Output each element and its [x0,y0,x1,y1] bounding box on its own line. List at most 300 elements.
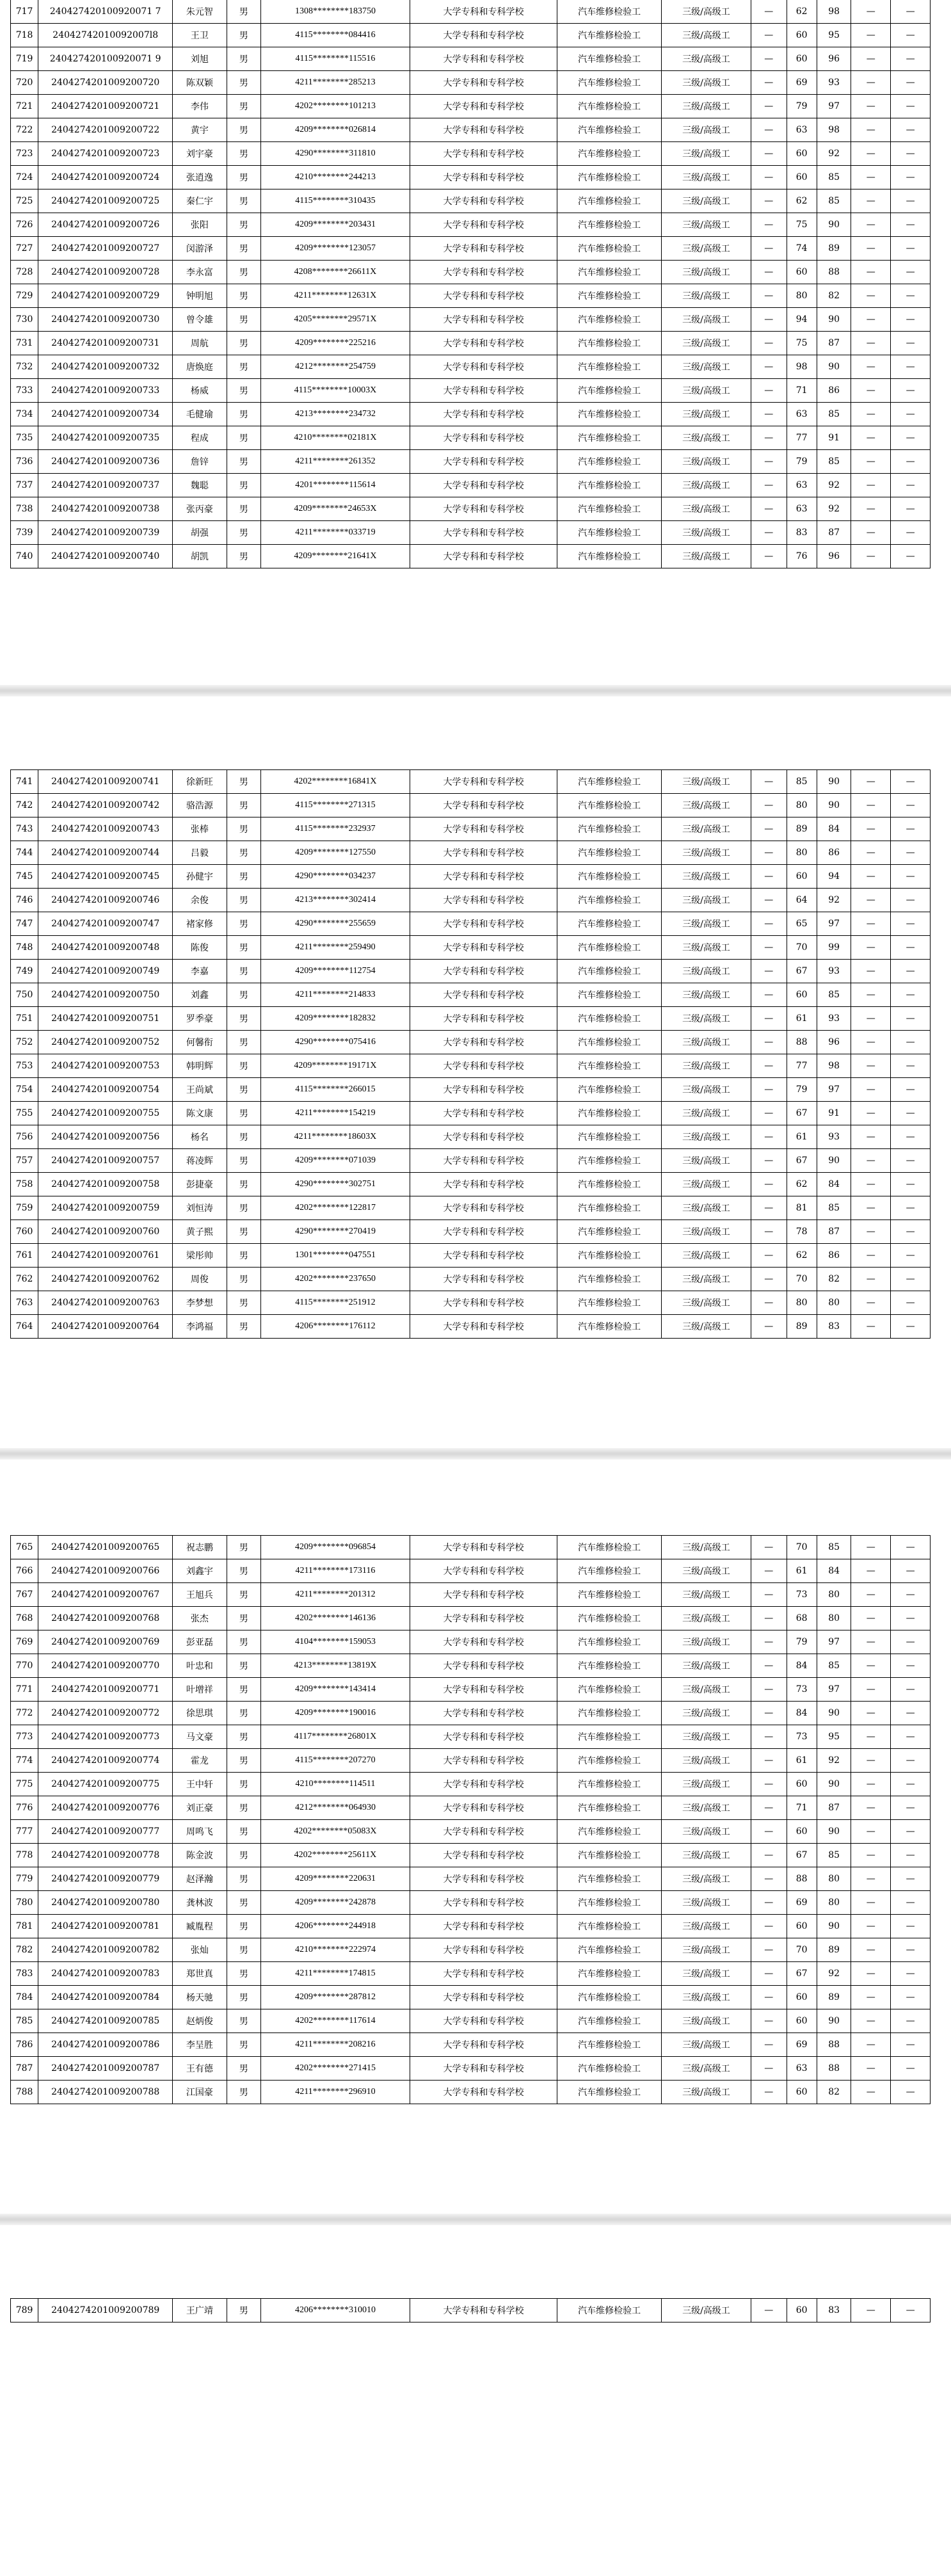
dash-cell: — [891,261,931,284]
occupation-cell: 汽车维修检验工 [557,474,662,497]
dash-cell: — [891,1773,931,1796]
table-row [11,95,931,118]
skill-score-cell: 92 [817,497,851,521]
table-row [11,1820,931,1844]
cert-no-cell: 2404274201009200762 [38,1268,173,1291]
dash-cell: — [751,2033,787,2057]
dash-cell: — [851,936,891,960]
gender-cell: 男 [227,770,261,794]
level-cell: 三级/高级工 [661,1938,751,1962]
dash-cell: — [851,1773,891,1796]
seq-cell: 782 [11,1938,38,1962]
level-cell: 三级/高级工 [661,1630,751,1654]
occupation-cell: 汽车维修检验工 [557,1559,662,1583]
occupation-cell: 汽车维修检验工 [557,1986,662,2009]
skill-score-cell: 90 [817,2009,851,2033]
dash-cell: — [851,1559,891,1583]
id-number-cell: 4210********02181X [261,426,410,450]
cert-no-cell: 240427420100920071 9 [38,47,173,71]
name-cell: 罗季豪 [173,1007,227,1031]
cert-no-cell: 2404274201009200771 [38,1678,173,1702]
dash-cell: — [891,1891,931,1915]
table-row [11,1102,931,1125]
id-number-cell: 4211********296910 [261,2081,410,2104]
dash-cell: — [851,1536,891,1559]
seq-cell: 744 [11,841,38,865]
level-cell: 三级/高级工 [661,1796,751,1820]
gender-cell: 男 [227,1031,261,1054]
dash-cell: — [891,912,931,936]
skill-score-cell: 87 [817,332,851,355]
school-cell: 大学专科和专科学校 [410,189,557,213]
dash-cell: — [851,1291,891,1315]
level-cell: 三级/高级工 [661,1867,751,1891]
dash-cell: — [851,1078,891,1102]
level-cell: 三级/高级工 [661,1820,751,1844]
dash-cell: — [751,912,787,936]
table-row [11,1938,931,1962]
cert-no-cell: 2404274201009200764 [38,1315,173,1339]
name-cell: 王有德 [173,2057,227,2081]
dash-cell: — [851,1149,891,1173]
school-cell: 大学专科和专科学校 [410,24,557,47]
dash-cell: — [851,1007,891,1031]
school-cell: 大学专科和专科学校 [410,1244,557,1268]
level-cell: 三级/高级工 [661,1125,751,1149]
level-cell: 三级/高级工 [661,237,751,261]
table-row [11,1654,931,1678]
dash-cell: — [891,497,931,521]
cert-no-cell: 2404274201009200724 [38,166,173,189]
id-number-cell: 4290********302751 [261,1173,410,1196]
dash-cell: — [751,1986,787,2009]
dash-cell: — [891,1536,931,1559]
id-number-cell: 4206********176112 [261,1315,410,1339]
seq-cell: 772 [11,1702,38,1725]
level-cell: 三级/高级工 [661,936,751,960]
cert-no-cell: 2404274201009200737 [38,474,173,497]
table-row [11,2299,931,2322]
gender-cell: 男 [227,1559,261,1583]
theory-score-cell: 71 [787,1796,817,1820]
dash-cell: — [851,450,891,474]
cert-no-cell: 2404274201009200776 [38,1796,173,1820]
school-cell: 大学专科和专科学校 [410,1702,557,1725]
name-cell: 徐新旺 [173,770,227,794]
level-cell: 三级/高级工 [661,1291,751,1315]
dash-cell: — [751,1844,787,1867]
table-row [11,237,931,261]
dash-cell: — [851,2081,891,2104]
dash-cell: — [751,1583,787,1607]
school-cell: 大学专科和专科学校 [410,474,557,497]
occupation-cell: 汽车维修检验工 [557,95,662,118]
occupation-cell: 汽车维修检验工 [557,1607,662,1630]
table-row [11,841,931,865]
seq-cell: 725 [11,189,38,213]
table-row [11,1867,931,1891]
skill-score-cell: 85 [817,1844,851,1867]
skill-score-cell: 98 [817,118,851,142]
theory-score-cell: 69 [787,2033,817,2057]
gender-cell: 男 [227,118,261,142]
gender-cell: 男 [227,521,261,545]
cert-no-cell: 2404274201009200726 [38,213,173,237]
dash-cell: — [851,213,891,237]
id-number-cell: 1308********183750 [261,0,410,24]
school-cell: 大学专科和专科学校 [410,1986,557,2009]
dash-cell: — [751,794,787,817]
occupation-cell: 汽车维修检验工 [557,1078,662,1102]
name-cell: 李鸿福 [173,1315,227,1339]
dash-cell: — [851,1986,891,2009]
name-cell: 李梦想 [173,1291,227,1315]
gender-cell: 男 [227,403,261,426]
dash-cell: — [891,1031,931,1054]
dash-cell: — [851,166,891,189]
gender-cell: 男 [227,2033,261,2057]
seq-cell: 778 [11,1844,38,1867]
id-number-cell: 4211********18603X [261,1125,410,1149]
seq-cell: 735 [11,426,38,450]
theory-score-cell: 68 [787,1607,817,1630]
cert-no-cell: 2404274201009200777 [38,1820,173,1844]
name-cell: 叶增祥 [173,1678,227,1702]
skill-score-cell: 90 [817,213,851,237]
skill-score-cell: 80 [817,1867,851,1891]
theory-score-cell: 60 [787,865,817,889]
dash-cell: — [891,1820,931,1844]
gender-cell: 男 [227,308,261,332]
name-cell: 闵游泽 [173,237,227,261]
table-row [11,355,931,379]
id-number-cell: 4209********203431 [261,213,410,237]
name-cell: 张丙豪 [173,497,227,521]
dash-cell: — [891,1630,931,1654]
dash-cell: — [851,474,891,497]
cert-no-cell: 2404274201009200775 [38,1773,173,1796]
name-cell: 周俊 [173,1268,227,1291]
level-cell: 三级/高级工 [661,284,751,308]
dash-cell: — [891,1844,931,1867]
table-row [11,332,931,355]
school-cell: 大学专科和专科学校 [410,1796,557,1820]
gender-cell: 男 [227,95,261,118]
dash-cell: — [751,2299,787,2322]
theory-score-cell: 83 [787,521,817,545]
dash-cell: — [891,545,931,568]
school-cell: 大学专科和专科学校 [410,2033,557,2057]
table-row [11,1749,931,1773]
dash-cell: — [851,0,891,24]
dash-cell: — [851,1244,891,1268]
cert-no-cell: 2404274201009200784 [38,1986,173,2009]
cert-no-cell: 2404274201009200752 [38,1031,173,1054]
cert-no-cell: 2404274201009200765 [38,1536,173,1559]
seq-cell: 749 [11,960,38,983]
school-cell: 大学专科和专科学校 [410,426,557,450]
seq-cell: 764 [11,1315,38,1339]
cert-no-cell: 2404274201009200744 [38,841,173,865]
name-cell: 余俊 [173,889,227,912]
dash-cell: — [851,95,891,118]
school-cell: 大学专科和专科学校 [410,841,557,865]
level-cell: 三级/高级工 [661,1536,751,1559]
theory-score-cell: 78 [787,1220,817,1244]
skill-score-cell: 90 [817,308,851,332]
dash-cell: — [891,166,931,189]
table-row [11,794,931,817]
name-cell: 骆浩源 [173,794,227,817]
cert-no-cell: 2404274201009200728 [38,261,173,284]
dash-cell: — [851,189,891,213]
seq-cell: 739 [11,521,38,545]
dash-cell: — [891,1291,931,1315]
school-cell: 大学专科和专科学校 [410,794,557,817]
level-cell: 三级/高级工 [661,983,751,1007]
dash-cell: — [891,1986,931,2009]
dash-cell: — [751,497,787,521]
dash-cell: — [751,770,787,794]
skill-score-cell: 93 [817,71,851,95]
id-number-cell: 4211********285213 [261,71,410,95]
occupation-cell: 汽车维修检验工 [557,1031,662,1054]
cert-no-cell: 2404274201009200748 [38,936,173,960]
dash-cell: — [891,355,931,379]
cert-no-cell: 2404274201009200787 [38,2057,173,2081]
occupation-cell: 汽车维修检验工 [557,403,662,426]
occupation-cell: 汽车维修检验工 [557,450,662,474]
school-cell: 大学专科和专科学校 [410,261,557,284]
gender-cell: 男 [227,1268,261,1291]
dash-cell: — [891,1054,931,1078]
level-cell: 三级/高级工 [661,1078,751,1102]
theory-score-cell: 81 [787,1196,817,1220]
school-cell: 大学专科和专科学校 [410,1220,557,1244]
gender-cell: 男 [227,355,261,379]
cert-no-cell: 2404274201009200740 [38,545,173,568]
dash-cell: — [851,1102,891,1125]
theory-score-cell: 76 [787,545,817,568]
gender-cell: 男 [227,1938,261,1962]
gender-cell: 男 [227,889,261,912]
gender-cell: 男 [227,960,261,983]
table-row [11,1149,931,1173]
school-cell: 大学专科和专科学校 [410,1031,557,1054]
name-cell: 马文豪 [173,1725,227,1749]
occupation-cell: 汽车维修检验工 [557,1173,662,1196]
seq-cell: 766 [11,1559,38,1583]
dash-cell: — [751,1654,787,1678]
level-cell: 三级/高级工 [661,1054,751,1078]
cert-no-cell: 2404274201009200750 [38,983,173,1007]
skill-score-cell: 89 [817,1938,851,1962]
gender-cell: 男 [227,2081,261,2104]
occupation-cell: 汽车维修检验工 [557,2299,662,2322]
results-table [10,2298,931,2322]
theory-score-cell: 60 [787,166,817,189]
seq-cell: 734 [11,403,38,426]
dash-cell: — [891,1149,931,1173]
theory-score-cell: 85 [787,770,817,794]
cert-no-cell: 2404274201009200736 [38,450,173,474]
occupation-cell: 汽车维修检验工 [557,261,662,284]
theory-score-cell: 69 [787,71,817,95]
level-cell: 三级/高级工 [661,1102,751,1125]
cert-no-cell: 2404274201009200745 [38,865,173,889]
seq-cell: 785 [11,2009,38,2033]
dash-cell: — [891,794,931,817]
id-number-cell: 4211********174815 [261,1962,410,1986]
dash-cell: — [891,960,931,983]
name-cell: 王旭兵 [173,1583,227,1607]
table-row [11,817,931,841]
school-cell: 大学专科和专科学校 [410,983,557,1007]
dash-cell: — [751,1268,787,1291]
dash-cell: — [851,355,891,379]
seq-cell: 789 [11,2299,38,2322]
id-number-cell: 4209********071039 [261,1149,410,1173]
table-row [11,1173,931,1196]
dash-cell: — [891,1678,931,1702]
table-row [11,1773,931,1796]
seq-cell: 774 [11,1749,38,1773]
skill-score-cell: 85 [817,983,851,1007]
name-cell: 杨天驰 [173,1986,227,2009]
occupation-cell: 汽车维修检验工 [557,1630,662,1654]
dash-cell: — [851,1630,891,1654]
gender-cell: 男 [227,1630,261,1654]
theory-score-cell: 60 [787,1986,817,2009]
table-row [11,1915,931,1938]
gender-cell: 男 [227,865,261,889]
dash-cell: — [851,1678,891,1702]
dash-cell: — [851,308,891,332]
seq-cell: 748 [11,936,38,960]
id-number-cell: 4211********154219 [261,1102,410,1125]
dash-cell: — [851,426,891,450]
id-number-cell: 4211********259490 [261,936,410,960]
school-cell: 大学专科和专科学校 [410,1749,557,1773]
dash-cell: — [751,1054,787,1078]
seq-cell: 719 [11,47,38,71]
level-cell: 三级/高级工 [661,1244,751,1268]
name-cell: 李伟 [173,95,227,118]
dash-cell: — [751,2081,787,2104]
seq-cell: 747 [11,912,38,936]
occupation-cell: 汽车维修检验工 [557,983,662,1007]
seq-cell: 758 [11,1173,38,1196]
seq-cell: 727 [11,237,38,261]
table-row [11,1268,931,1291]
table-row [11,545,931,568]
name-cell: 唐焕庭 [173,355,227,379]
theory-score-cell: 88 [787,1031,817,1054]
skill-score-cell: 85 [817,166,851,189]
theory-score-cell: 63 [787,2057,817,2081]
gender-cell: 男 [227,1867,261,1891]
dash-cell: — [751,1962,787,1986]
dash-cell: — [751,1725,787,1749]
dash-cell: — [891,2081,931,2104]
level-cell: 三级/高级工 [661,332,751,355]
name-cell: 彭捷豪 [173,1173,227,1196]
occupation-cell: 汽车维修检验工 [557,1315,662,1339]
dash-cell: — [851,521,891,545]
skill-score-cell: 96 [817,47,851,71]
dash-cell: — [851,770,891,794]
occupation-cell: 汽车维修检验工 [557,865,662,889]
theory-score-cell: 98 [787,355,817,379]
dash-cell: — [891,1607,931,1630]
seq-cell: 762 [11,1268,38,1291]
skill-score-cell: 86 [817,379,851,403]
theory-score-cell: 71 [787,379,817,403]
id-number-cell: 4209********026814 [261,118,410,142]
level-cell: 三级/高级工 [661,794,751,817]
id-number-cell: 4202********25611X [261,1844,410,1867]
name-cell: 陈双颖 [173,71,227,95]
cert-no-cell: 2404274201009200721 [38,95,173,118]
id-number-cell: 4115********310435 [261,189,410,213]
level-cell: 三级/高级工 [661,2081,751,2104]
results-table [10,1535,931,2104]
skill-score-cell: 91 [817,426,851,450]
seq-cell: 757 [11,1149,38,1173]
theory-score-cell: 63 [787,118,817,142]
occupation-cell: 汽车维修检验工 [557,1291,662,1315]
skill-score-cell: 98 [817,0,851,24]
school-cell: 大学专科和专科学校 [410,71,557,95]
theory-score-cell: 69 [787,1891,817,1915]
seq-cell: 759 [11,1196,38,1220]
name-cell: 曾令雄 [173,308,227,332]
skill-score-cell: 80 [817,1891,851,1915]
gender-cell: 男 [227,912,261,936]
cert-no-cell: 240427420100920071 7 [38,0,173,24]
gender-cell: 男 [227,1725,261,1749]
school-cell: 大学专科和专科学校 [410,1196,557,1220]
skill-score-cell: 89 [817,237,851,261]
cert-no-cell: 2404274201009200741 [38,770,173,794]
id-number-cell: 4209********123057 [261,237,410,261]
theory-score-cell: 80 [787,794,817,817]
seq-cell: 738 [11,497,38,521]
dash-cell: — [891,213,931,237]
level-cell: 三级/高级工 [661,497,751,521]
results-table [10,769,931,1339]
table-row [11,1844,931,1867]
dash-cell: — [751,983,787,1007]
cert-no-cell: 2404274201009200722 [38,118,173,142]
gender-cell: 男 [227,450,261,474]
id-number-cell: 4209********182832 [261,1007,410,1031]
dash-cell: — [751,308,787,332]
table-row [11,936,931,960]
skill-score-cell: 80 [817,1291,851,1315]
skill-score-cell: 95 [817,1725,851,1749]
occupation-cell: 汽车维修检验工 [557,332,662,355]
cert-no-cell: 2404274201009200723 [38,142,173,166]
cert-no-cell: 2404274201009200781 [38,1915,173,1938]
school-cell: 大学专科和专科学校 [410,1654,557,1678]
gender-cell: 男 [227,1196,261,1220]
level-cell: 三级/高级工 [661,24,751,47]
id-number-cell: 4202********122817 [261,1196,410,1220]
id-number-cell: 4115********266015 [261,1078,410,1102]
level-cell: 三级/高级工 [661,95,751,118]
name-cell: 魏聪 [173,474,227,497]
